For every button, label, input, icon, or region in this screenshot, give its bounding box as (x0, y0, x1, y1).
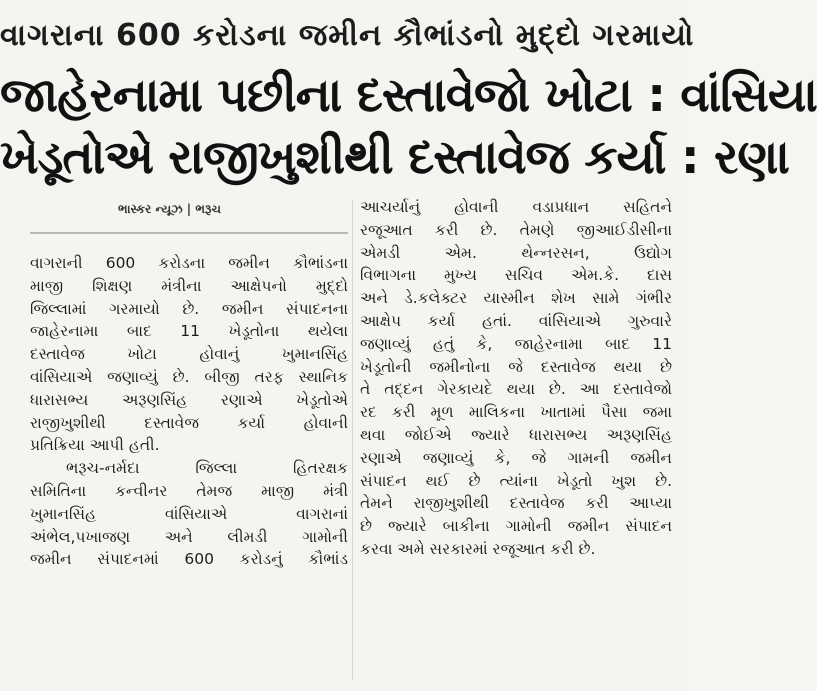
main-headline-line-2: ખેડૂતોએ રાજીખુશીથી દસ્તાવેજ કર્યા : રણા (0, 130, 789, 185)
article-line: છે જ્યારે બાકીના ગામોની જમીન સંપાદન (360, 517, 672, 536)
article-line: વાંસિયાએ જણાવ્યું છે. બીજી તરફ સ્થાનિક (30, 367, 348, 386)
article-line: દસ્તાવેજ ખોટા હોવાનું ખુમાનસિંહ (30, 345, 348, 364)
article-line: સંપાદન થઈ છે ત્યાંના ખેડૂતો ખુશ છે. (360, 471, 672, 490)
article-line: રાજીખુશીથી દસ્તાવેજ કર્યા હોવાની (30, 413, 348, 432)
article-line: અને ડે.કલેક્ટર યાસ્મીન શેખ સામે ગંભીર (360, 289, 672, 308)
article-line: રણાએ જણાવ્યું કે, જે ગામની જમીન (360, 448, 672, 467)
byline: ભાસ્કર ન્યૂઝ | ભરૂચ (118, 202, 221, 216)
article-line: આચર્યાનું હોવાની વડાપ્રધાન સહિતને (360, 198, 672, 216)
article-line: થવા જોઈએ જ્યારે ધારાસભ્ય અરૂણસિંહ (360, 425, 672, 444)
article-column-left (30, 252, 348, 571)
article-line: તેમને રાજીખુશીથી દસ્તાવેજ કરી આપ્યા (360, 494, 672, 513)
article-line: તે તદ્દન ગેરકાયદે થયા છે. આ દસ્તાવેજો (360, 380, 672, 399)
byline-divider (30, 232, 348, 234)
article-line: રજૂઆત કરી છે. તેમણે જીઆઈડીસીના (360, 220, 672, 239)
kicker-headline: વાગરાના 600 કરોડના જમીન કૌભાંડનો મુદ્દો ગરમાયો (0, 18, 695, 53)
article-line: વાગરાની 600 કરોડના જમીન કૌભાંડના (30, 254, 348, 272)
article-line: એમડી એમ. થેન્નરસન, ઉદ્યોગ (360, 243, 672, 262)
main-headline-line-1: જાહેરનામા પછીના દસ્તાવેજો ખોટા : વાંસિયા (0, 68, 817, 123)
article-line: જમીન સંપાદનમાં 600 કરોડનું કૌભાંડ (30, 550, 348, 569)
article-line: કરવા અમે સરકારમાં રજૂઆત કરી છે. (360, 539, 596, 558)
article-line: ભરૂચ-નર્મદા જિલ્લા હિતરક્ષક (66, 459, 348, 478)
article-line: જિલ્લામાં ગરમાયો છે. જમીન સંપાદનના (30, 299, 348, 318)
article-column-right (360, 196, 672, 561)
article-line: સમિતિના કન્વીનર તેમજ માજી મંત્રી (30, 481, 348, 500)
column-gutter (352, 200, 353, 680)
article-line: જાહેરનામા બાદ 11 ખેડૂતોના થયેલા (30, 322, 348, 341)
article-line: જણાવ્યું હતું કે, જાહેરનામા બાદ 11 (360, 334, 672, 353)
article-line: રદ કરી મૂળ માલિકના ખાતામાં પૈસા જમા (360, 403, 672, 422)
article-line: ખુમાનસિંહ વાંસિયાએ વાગરાનાં (30, 504, 348, 523)
article-line: પ્રતિક્રિયા આપી હતી. (30, 436, 160, 455)
article-line: આક્ષેપ કર્યા હતાં. વાંસિયાએ ગુરુવારે (360, 311, 672, 330)
article-line: ધારાસભ્ય અરૂણસિંહ રણાએ ખેડૂતોએ (30, 390, 348, 409)
article-line: માજી શિક્ષણ મંત્રીના આક્ષેપનો મુદ્દો (30, 276, 348, 295)
article-line: ખેડૂતોની જમીનોના જે દસ્તાવેજ થયા છે (360, 357, 672, 376)
article-line: અંભેલ,પખાજણ અને લીમડી ગામોની (30, 527, 348, 546)
article-line: વિભાગના મુખ્ય સચિવ એમ.કે. દાસ (360, 266, 672, 285)
